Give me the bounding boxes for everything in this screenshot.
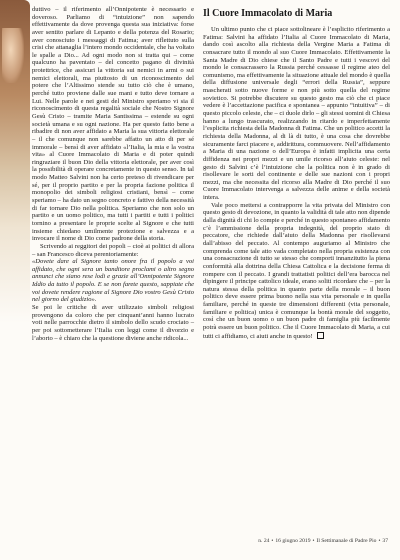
section-heading: Il Cuore Immacolato di Maria <box>203 8 333 19</box>
paragraph: Un ultimo punto che ci piace sottolineare è l’esplicito riferimento a Fatima: Salvini ha affidato l’Italia al Cuore Immacolato di Maria, dando così ascolto alla richiesta della Vergine Maria a Fatima di consacrare tutto il mondo al suo Cuore Immacolato. Effettivamente la Santa Madre di Dio chiese che il Santo Padre e tutti i vescovi del mondo le consacrassero la Russia perché cessasse il regime ateo del comunismo, ma effettivamente la situazione attuale del mondo è quella della diffusione universale degli “errori della Russia”, seppure mascherati sotto nuove forme e non più sotto quella del regime sovietico. Si potrebbe discutere su questo gesto ma ciò che ci piace vedere è l’accettazione pacifica e spontanea – appunto “intuitiva” – di questo piccolo celeste, che – ci duole dirlo – gli stessi uomini di Chiesa hanno a lungo trascurato, realizzando in ritardo e imperfettamente l’esplicita richiesta della Madonna di Fatima. Che un politico accetti la richiesta della Madonna, al di là di tutto, è una cosa che dovrebbe sicuramente farci piacere e, addirittura, commuovere. Nell’affidamento a Maria di una nazione o dell’Europa è infatti implicita una certa diffidenza nei propri mezzi e un umile ricorso all’aiuto celeste: nel gesto di Salvini c’è l’intuizione che la politica non è in grado di risollevare le sorti del continente e delle sue nazioni con i propri mezzi, ma che necessita del ricorso alla Madre di Dio perché il suo Cuore Immacolato intervenga a salvezza delle anime e della società intera. <box>203 26 390 202</box>
end-of-article-icon <box>317 332 324 339</box>
paragraph-text: Vale poco mettersi a contrapporre la vita privata del Ministro con questo gesto di devozione, in quanto la validità di tale atto non dipende dalla dignità di chi lo compie e perché in questo spontaneo affidamento c’è l’ammissione della propria indegnità, del proprio stato di peccatore, che richiede dall’aiuto della Madonna per risollevarsi dall’abisso del peccato. Al contempo auguriamo al Ministro che comprenda come tale atto vada completato nella propria esistenza con una consacrazione di tutto se stesso che comporti innanzitutto la piena conformità alla dottrina della Chiesa Cattolica e la decisione ferma di rompere con il peccato. I grandi trattatisti politici dell’era barocca nel dipingere il principe cattolico ideale, erano soliti ricordare che – per la natura stessa della politica in quanto parte della morale – il buon politico deve essere prima buono nella sua vita personale e in quella familiare, perché in queste tre dimensioni differenti (vita personale, familiare e politica) unica è comunque la bontà morale del soggetto, così che un buon uomo o un buon padre di famiglia più facilmente potrà essere un buon politico. Che il Cuore Immacolato di Maria, a cui tutti ci affidiamo, ci aiuti anche in questo! <box>203 201 390 340</box>
text-column-right <box>203 6 390 340</box>
footer-page-number: 37 <box>382 538 388 544</box>
page-footer: n. 24 • 16 giugno 2019 • Il Settimanale di Padre Pio • 37 <box>258 538 388 544</box>
footer-issue: n. 24 <box>258 538 270 544</box>
footer-date: 16 giugno 2019 <box>275 538 311 544</box>
text-column-left <box>32 6 194 342</box>
paragraph <box>203 202 390 341</box>
quote-paragraph: «Dovete dare al Signore tanto onore fra il popolo a voi affidato, che ogni sera un banditore proclami o altro segno annunci che siano rese lodi e grazie all’Onnipotente Signore Iddio da tutto il popolo. E se non farete questo, sappiate che voi dovete rendere ragione al Signore Dio vostro Gesù Cristo nel giorno del giudizio». <box>32 258 194 304</box>
paragraph: Scrivendo ai reggitori dei popoli – cioè ai politici di allora – san Francesco diceva perentoriamente: <box>32 242 194 258</box>
footer-magazine: Il Settimanale di Padre Pio <box>316 538 377 544</box>
paragraph: duttivo – il riferimento all’Onnipotente è necessario e doveroso. Parliamo di “intuizione” non sapendo effettivamente da dove provenga questa sua iniziativa: forse aver sentito parlare di Lepanto e della potenza del Rosario; aver conosciuto i messaggi di Fatima; aver riflettuto sulla crisi che attanaglia l’intero mondo occidentale, che ha voltato le spalle a Dio... Ad ogni modo non si tratta qui – come qualcuno ha paventato – del concetto pagano di divinità protettrice, che assicuri la vittoria sui nemici in armi o sui nemici elettorali, ma piuttosto di un riconoscimento del potere che l’Altissimo stende su tutto ciò che è umano, perché tutto proviene dalle sue mani e tutto deve tornare a Lui. Nelle parole e nei gesti del Ministro speriamo vi sia il riconoscimento di questa regalità sociale che Nostro Signore Gesù Cristo – tramite Maria Santissima – estende su ogni società umana e su ogni nazione. Ha per questo fatto bene a ribadire di non aver affidato a Maria la sua vittoria elettorale – il che comunque non sarebbe affatto un atto di per sé immorale – bensì di aver affidato «l’Italia, la mia e la vostra vita» al Cuore Immacolato di Maria e di poter quindi ringraziare il buon Dio della vittoria elettorale, per aver così la possibilità di operare concretamente in questo senso. In tal modo Matteo Salvini non ha certo preteso di rivendicare per sé, per il proprio partito e per la propria fazione politica il monopolio dei simboli religiosi cristiani, bensì – come speriamo – ha dato un segno concreto e fattivo della necessità di far tornare Dio nella politica. Speriamo che non solo un partito e un uomo politico, ma tutti i partiti e tutti i politici tornino a presentare le proprie scelte al Signore e che tutti insieme chiedano umilmente protezione e salvezza e a invocare il nome di Dio come padrone della storia. <box>32 6 194 243</box>
paragraph: Se poi le critiche di aver utilizzato simboli religiosi provengono da coloro che per cinquant’anni hanno lucrato voti nelle parrocchie dietro il simbolo dello scudo crociato – per poi sottometterare l’Italia con leggi come il divorzio e l’aborto – è chiaro che la questione diviene anche ridicola... <box>32 303 194 342</box>
photo-cutout <box>0 0 30 380</box>
